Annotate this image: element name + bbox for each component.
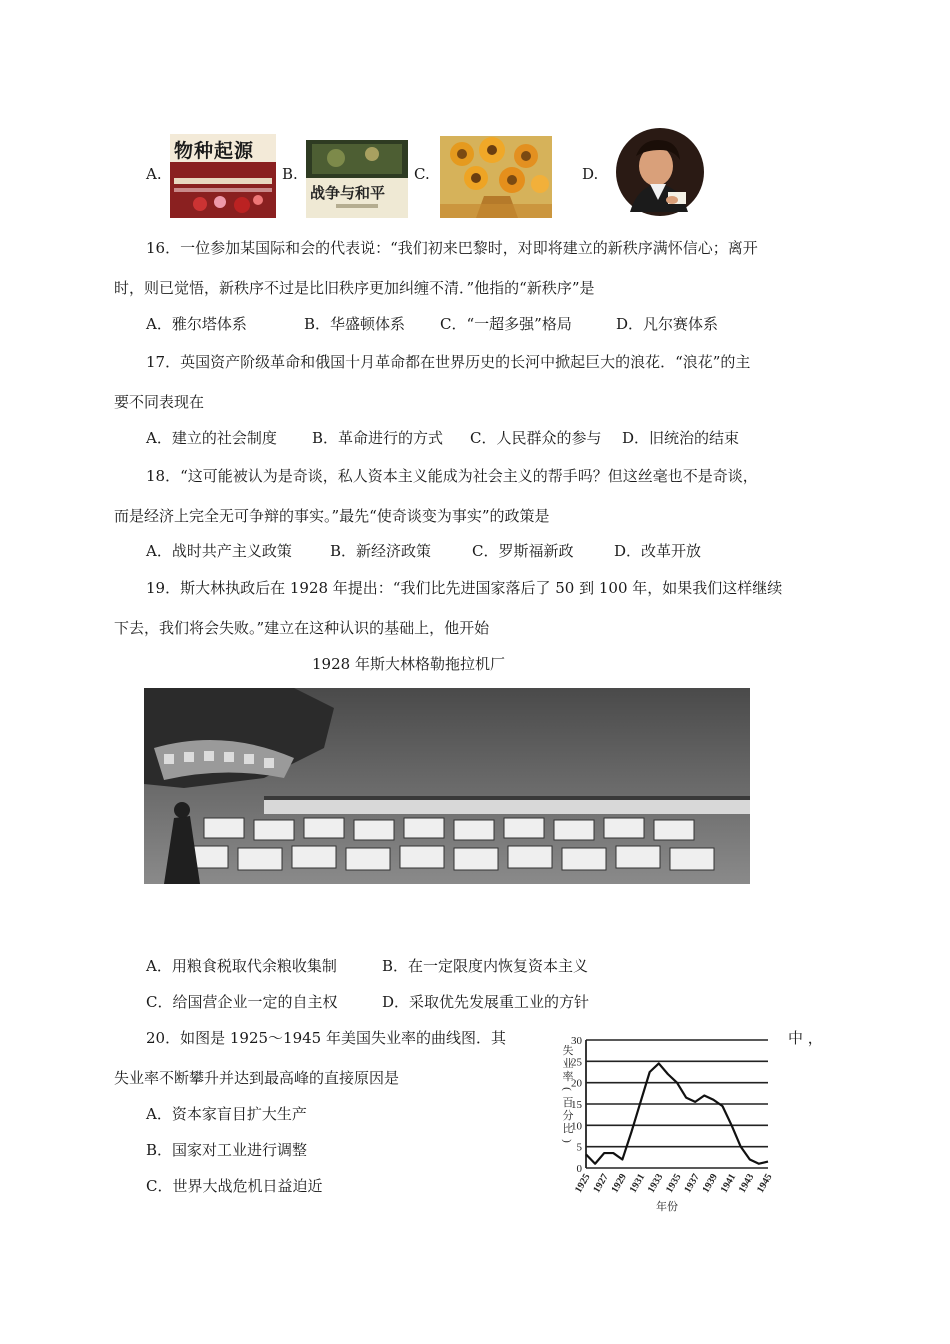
q17-stem-line-2: 要不同表现在 <box>114 393 205 411</box>
book-title-war-and-peace: 战争与和平 <box>310 184 386 202</box>
sunflower-painting-icon <box>440 136 552 218</box>
chart-x-tick-label: 1927 <box>591 1172 611 1195</box>
book-title-origin-of-species: 物种起源 <box>174 140 255 162</box>
q20-option-a: A．资本家盲目扩大生产 <box>146 1105 307 1123</box>
chart-y-axis-label-char: 业 <box>562 1058 574 1070</box>
chart-x-axis-label: 年份 <box>656 1201 678 1213</box>
chart-y-tick-label: 5 <box>576 1141 582 1154</box>
q15-option-c-label: C. <box>414 165 430 183</box>
chart-y-axis-label-char: 分 <box>562 1110 574 1122</box>
chart-y-tick-label: 25 <box>571 1056 582 1069</box>
q15-option-d-label: D. <box>582 165 599 183</box>
q18-stem-line-1: 18．“这可能被认为是奇谈，私人资本主义能成为社会主义的帮手吗？但这丝毫也不是奇谈， <box>146 467 758 485</box>
q17-stem-line-1: 17．英国资产阶级革命和俄国十月革命都在世界历史的长河中掀起巨大的浪花．“浪花”的主 <box>146 353 751 371</box>
q16-stem-line-2: 时，则已觉悟，新秩序不过是比旧秩序更加纠缠不清．”他指的“新秩序”是 <box>114 279 595 297</box>
chart-series-line <box>586 1063 768 1163</box>
q18-option-c: C．罗斯福新政 <box>472 542 574 560</box>
chart-x-tick-label: 1937 <box>682 1172 702 1195</box>
q17-option-c: C．人民群众的参与 <box>470 429 602 447</box>
chart-x-tick-label: 1945 <box>755 1172 775 1195</box>
q19-photo-caption: 1928 年斯大林格勒拖拉机厂 <box>312 655 505 673</box>
chart-x-tick-label: 1929 <box>609 1172 629 1195</box>
chart-y-axis-label-char: 失 <box>562 1045 574 1057</box>
q16-option-d: D．凡尔赛体系 <box>616 315 719 333</box>
q15-option-b-label: B. <box>282 165 298 183</box>
chart-y-tick-label: 30 <box>571 1035 582 1047</box>
chart-x-tick-label: 1933 <box>645 1172 666 1195</box>
q20-stem-part-2: 中 ， <box>788 1029 823 1047</box>
chart-y-axis-label-char: ) <box>561 1139 573 1143</box>
q19-tractor-factory-photo <box>144 688 750 884</box>
chart-y-axis-label-char: 百 <box>562 1097 574 1109</box>
chart-y-tick-label: 10 <box>571 1120 582 1133</box>
q16-option-b: B．华盛顿体系 <box>304 315 406 333</box>
chart-y-tick-label: 0 <box>576 1163 582 1175</box>
factory-photo-icon <box>144 688 750 884</box>
q18-option-a: A．战时共产主义政策 <box>146 542 292 560</box>
unemployment-chart <box>556 1030 796 1220</box>
q17-option-a: A．建立的社会制度 <box>146 429 277 447</box>
q19-option-c: C．给国营企业一定的自主权 <box>146 993 338 1011</box>
q15-option-a-label: A. <box>146 165 162 183</box>
q15-option-d-image <box>608 126 710 216</box>
q18-option-d: D．改革开放 <box>614 542 702 560</box>
chart-x-tick-label: 1931 <box>627 1172 648 1195</box>
q16-option-c: C．“一超多强”格局 <box>440 315 572 333</box>
chart-x-tick-label: 1935 <box>664 1172 684 1195</box>
q20-stem-part-1: 20．如图是 1925～1945 年美国失业率的曲线图．其 <box>146 1029 506 1047</box>
chart-y-axis-label-char: ( <box>561 1087 573 1091</box>
q19-stem-line-2: 下去，我们将会失败。”建立在这种认识的基础上，他开始 <box>114 619 490 637</box>
q17-option-d: D．旧统治的结束 <box>622 429 740 447</box>
q18-stem-line-2: 而是经济上完全无可争辩的事实。”最先“使奇谈变为事实”的政策是 <box>114 507 550 525</box>
chart-x-tick-label: 1941 <box>718 1172 739 1195</box>
q19-option-b: B．在一定限度内恢复资本主义 <box>382 957 589 975</box>
chart-y-axis-label-char: 比 <box>562 1123 574 1135</box>
q16-option-a: A．雅尔塔体系 <box>146 315 247 333</box>
chart-y-axis-label-char: 率 <box>562 1071 574 1083</box>
q15-option-c-image <box>440 136 552 218</box>
q16-stem-line-1: 16．一位参加某国际和会的代表说：“我们初来巴黎时，对即将建立的新秩序满怀信心；离开 <box>146 239 758 257</box>
chart-x-tick-label: 1943 <box>736 1172 757 1195</box>
chart-y-tick-label: 15 <box>571 1099 582 1111</box>
q20-option-b: B．国家对工业进行调整 <box>146 1141 308 1159</box>
q20-stem-line-2: 失业率不断攀升并达到最高峰的直接原因是 <box>114 1069 400 1087</box>
q17-option-b: B．革命进行的方式 <box>312 429 444 447</box>
chart-x-tick-label: 1939 <box>700 1172 720 1195</box>
q19-stem-line-1: 19．斯大林执政后在 1928 年提出：“我们比先进国家落后了 50 到 100 年，如果我们这样继续 <box>146 579 783 597</box>
q15-option-a-image <box>170 134 276 218</box>
q18-option-b: B．新经济政策 <box>330 542 432 560</box>
q19-option-d: D．采取优先发展重工业的方针 <box>382 993 590 1011</box>
q20-option-c: C．世界大战危机日益迫近 <box>146 1177 323 1195</box>
chart-y-tick-label: 20 <box>571 1077 582 1090</box>
unemployment-chart-svg <box>556 1030 796 1220</box>
q19-option-a: A．用粮食税取代余粮收集制 <box>146 957 337 975</box>
beethoven-portrait-icon <box>608 126 710 216</box>
q15-option-b-image <box>306 140 408 218</box>
chart-x-tick-label: 1925 <box>573 1172 593 1195</box>
book-cover-icon <box>306 140 408 218</box>
